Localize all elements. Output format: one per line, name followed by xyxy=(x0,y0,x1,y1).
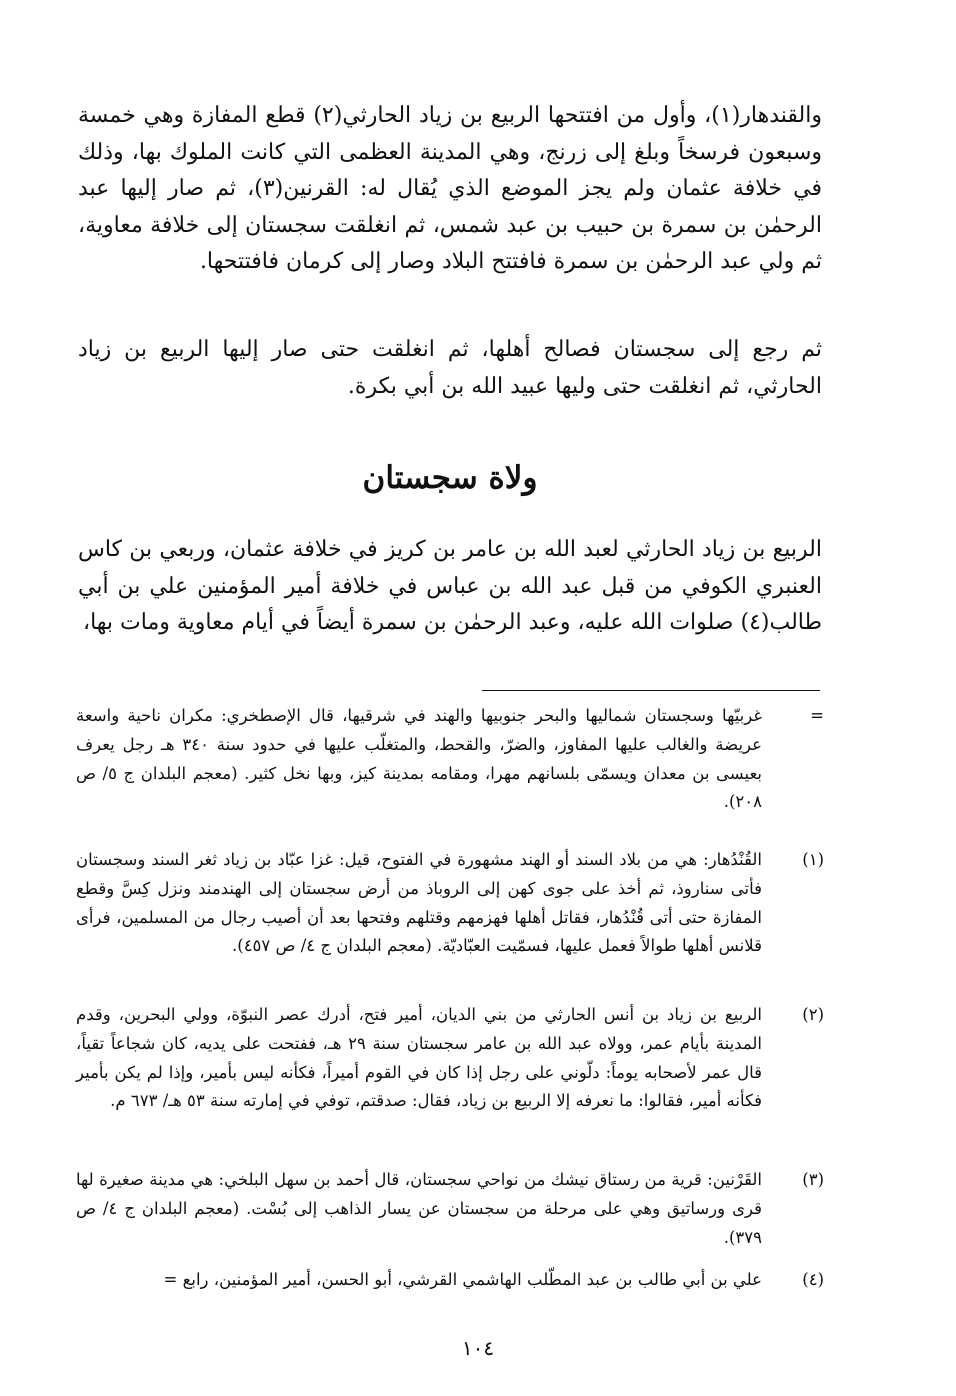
footnote-divider xyxy=(482,690,820,691)
footnote-2 xyxy=(76,1001,824,1116)
page-number: ١٠٤ xyxy=(461,1336,495,1360)
footnote-4 xyxy=(76,1266,824,1295)
body-paragraph-2: ثم رجع إلى سجستان فصالح أهلها، ثم انغلقت حتى صار إليها الربيع بن زياد الحارثي، ثم انغلقت حتى وليها عبيد الله بن أبي بكرة. xyxy=(78,337,822,399)
footnote-text: القُنْدُهار: هي من بلاد السند أو الهند مشهورة في الفتوح، قيل: غزا عبّاد بن زياد ثغر السند وسجستان فأتى سناروذ، ثم أخذ على جوى كهن إلى الروباذ من أرض سجستان إلى الهندمند ونزل كِسَّ وقطع المفازة حتى أتى قُنْدُهار، فقاتل أهلها فهزمهم وقتلهم وفتحها بعد أن أصيب رجال من المسلمين، فرأى قلانس أهلها طوالاً فعمل عليها، فسمّيت العبّاديّة. (معجم البلدان ج ٤/ ص ٤٥٧). xyxy=(76,850,762,956)
footnote-text: القَرْنين: قرية من رستاق نيشك من نواحي سجستان، قال أحمد بن سهل البلخي: هي مدينة صغيرة لها قرى ورساتيق وهي على مرحلة من سجستان عن يسار الذاهب إلى بُسْت. (معجم البلدان ج ٤/ ص ٣٧٩). xyxy=(76,1170,762,1247)
footnote-text: الربيع بن زياد بن أنس الحارثي من بني الديان، أمير فتح، أدرك عصر النبوّة، وولي البحرين، وقدم المدينة بأيام عمر، وولاه عبد الله بن عامر سجستان سنة ٢٩ هـ، ففتحت على يديه، كان شجاعاً تقياً، قال عمر لأصحابه يوماً: دلّوني على رجل إذا كان في القوم أميراً، فكأنه ليس بأمير، وإذا لم يكن بأمير فكأنه أمير، فقالوا: ما نعرفه إلا الربيع بن زياد، فقال: صدقتم، توفي في إمارته سنة ٥٣ هـ/ ٦٧٣ م. xyxy=(76,1005,762,1111)
footnote-marker: (٣) xyxy=(802,1170,824,1189)
footnote-marker: (٢) xyxy=(802,1005,824,1024)
footnote-marker: (٤) xyxy=(802,1270,824,1289)
body-paragraph-3: الربيع بن زياد الحارثي لعبد الله بن عامر بن كريز في خلافة عثمان، وربعي بن كاس العنبري الكوفي من قبل عبد الله بن عباس في خلافة أمير المؤمنين علي بن أبي طالب(٤) صلوات الله عليه، وعبد الرحمٰن بن سمرة أيضاً في أيام معاوية ومات بها، xyxy=(78,537,822,635)
body-paragraph-1: والقندهار(١)، وأول من افتتحها الربيع بن زياد الحارثي(٢) قطع المفازة وهي خمسة وسبعون فرسخاً وبلغ إلى زرنج، وهي المدينة العظمى التي كانت الملوك بها، وذلك في خلافة عثمان ولم يجز الموضع الذي يُقال له: القرنين(٣)، ثم صار إليها عبد الرحمٰن بن سمرة بن حبيب بن عبد شمس، ثم انغلقت سجستان إلى خلافة معاوية، ثم ولي عبد الرحمٰن بن سمرة فافتتح البلاد وصار إلى كرمان فافتتحها. xyxy=(78,103,822,274)
footnote-continuation-marker: = xyxy=(810,706,824,725)
footnote-text: علي بن أبي طالب بن عبد المطّلب الهاشمي القرشي، أبو الحسن، أمير المؤمنين، رابع = xyxy=(163,1270,762,1289)
footnote-1 xyxy=(76,846,824,961)
footnote-marker: (١) xyxy=(802,850,824,869)
footnote-3 xyxy=(76,1166,824,1252)
section-title: ولاة سجستان xyxy=(362,460,538,496)
footnote-continuation xyxy=(76,702,824,817)
footnote-continuation-text: غربيّها وسجستان شماليها والبحر جنوبيها والهند في شرقيها، قال الإصطخري: مكران ناحية واسعة عريضة والغالب عليها المفاوز، والضرّ، والقحط، والمتغلّب عليها في حدود سنة ٣٤٠ هـ رجل يعرف بعيسى بن معدان ويسمّى بلسانهم مهرا، ومقامه بمدينة كيز، وبها نخل كثير. (معجم البلدان ج ٥/ ص ٢٠٨). xyxy=(76,706,762,812)
